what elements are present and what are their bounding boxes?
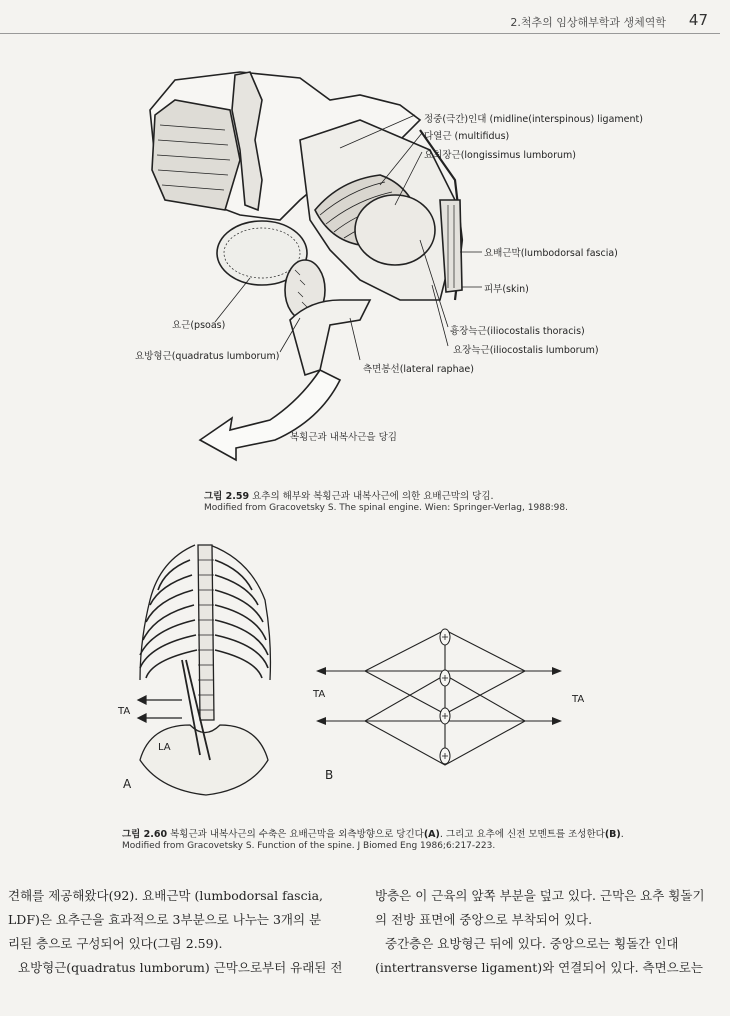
body-right-line-2: 의 전방 표면에 중앙으로 부착되어 있다. <box>375 912 593 927</box>
label-panel-b: B <box>325 768 334 782</box>
label-ta-b-left: TA <box>313 689 326 700</box>
page-number: 47 <box>688 11 708 29</box>
label-la: LA <box>158 742 171 753</box>
body-left-line-4: 요방형근(quadratus lumborum) 근막으로부터 유래된 전 <box>18 960 343 975</box>
label-midline-ligament: 정중(극간)인대 (midline(interspinous) ligament) <box>424 114 643 125</box>
label-skin: 피부(skin) <box>484 284 529 295</box>
figure-259-caption-text: 요추의 해부와 복횡근과 내복사근에 의한 요배근막의 당김. <box>249 491 494 502</box>
body-left-line-2: LDF)은 요추근을 효과적으로 3부분으로 나누는 3개의 분 <box>8 912 322 927</box>
label-iliocostalis-thoracis: 흉장늑근(iliocostalis thoracis) <box>450 326 585 337</box>
label-quadratus-lumborum: 요방형근(quadratus lumborum) <box>135 351 280 362</box>
figure-260-caption-text3: . <box>620 829 624 840</box>
running-head: 2.척추의 임상해부학과 생체역학 <box>510 16 666 29</box>
body-right-line-1: 방층은 이 근육의 앞쪽 부분을 덮고 있다. 근막은 요추 횡돌기 <box>375 888 705 903</box>
figure-260-number: 그림 2.60 <box>122 829 168 840</box>
body-left-line-3: 리된 층으로 구성되어 있다(그림 2.59). <box>8 936 223 951</box>
label-psoas: 요근(psoas) <box>172 320 226 331</box>
figure-260-caption-text: 복횡근과 내복사근의 수축은 요배근막을 외측방향으로 당긴다 <box>167 829 424 840</box>
label-arrow-pull: 복횡근과 내복사근을 당김 <box>290 432 397 443</box>
label-longissimus: 요최장근(longissimus lumborum) <box>424 150 576 161</box>
body-right-line-3: 중간층은 요방형근 뒤에 있다. 중앙으로는 횡돌간 인대 <box>385 936 679 951</box>
figure-260-caption <box>122 826 624 840</box>
figure-260-caption-text2: . 그리고 요추에 신전 모멘트를 조성한다 <box>439 829 605 840</box>
figure-259-source: Modified from Gracovetsky S. The spinal engine. Wien: Springer-Verlag, 1988:98. <box>204 503 568 513</box>
figure-260-caption-a: (A) <box>423 829 440 840</box>
body-right-line-4: (intertransverse ligament)와 연결되어 있다. 측면으로는 <box>375 960 703 975</box>
body-left-line-1: 견해를 제공해왔다(92). 요배근막 (lumbodorsal fascia, <box>8 888 324 903</box>
label-ta-a: TA <box>118 706 131 717</box>
figure-259-number: 그림 2.59 <box>204 491 250 502</box>
label-iliocostalis-lumborum: 요장늑근(iliocostalis lumborum) <box>453 345 599 356</box>
label-multifidus: 다열근 (multifidus) <box>424 131 510 142</box>
label-lumbodorsal-fascia: 요배근막(lumbodorsal fascia) <box>484 248 618 259</box>
label-panel-a: A <box>123 777 132 791</box>
label-ta-b-right: TA <box>572 694 585 705</box>
figure-260-caption-b: (B) <box>604 829 621 840</box>
figure-260-source: Modified from Gracovetsky S. Function of the spine. J Biomed Eng 1986;6:217-223. <box>122 841 496 851</box>
label-lateral-raphae: 측면봉선(lateral raphae) <box>363 364 474 375</box>
